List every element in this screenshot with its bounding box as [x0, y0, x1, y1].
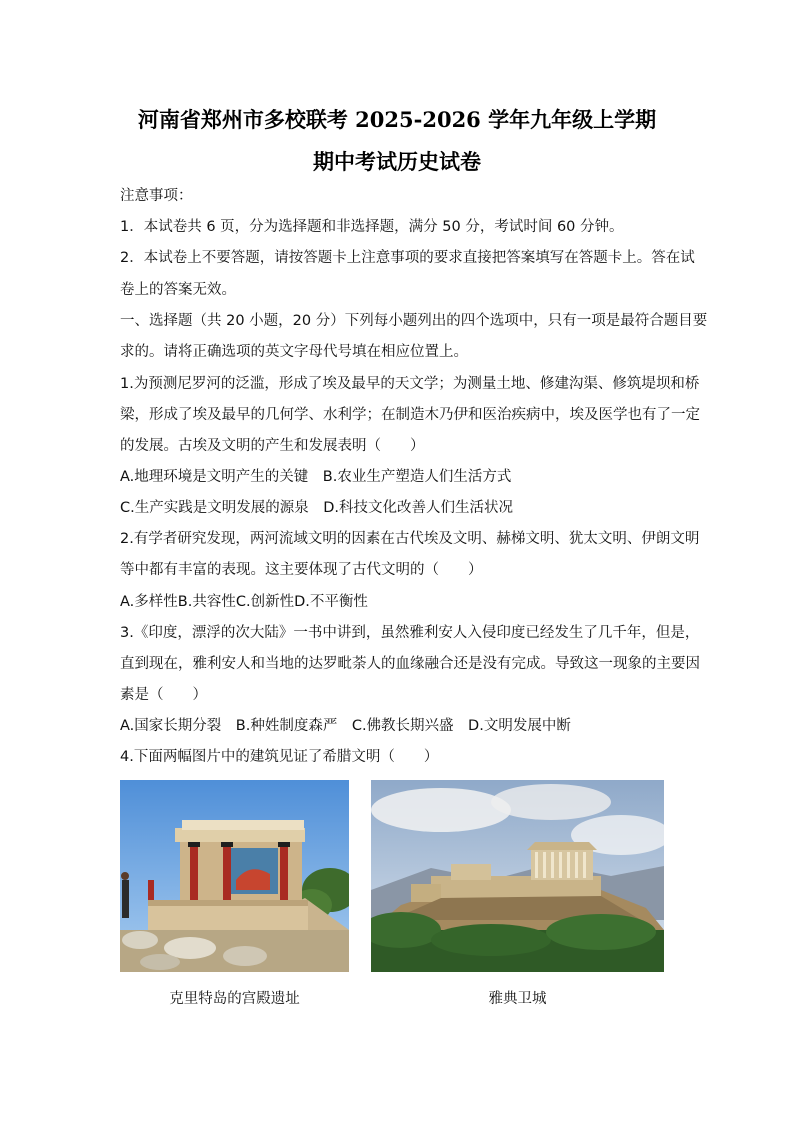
notes-heading: 注意事项： — [120, 188, 193, 204]
question-2-line-a: 2.有学者研究发现，两河流域文明的因素在古代埃及文明、赫梯文明、犹太文明、伊朗文明 — [120, 531, 700, 547]
section-instructions-line-a: 一、选择题（共 20 小题，20 分）下列每小题列出的四个选项中，只有一项是最符合题目要 — [120, 313, 708, 329]
question-2-options: A.多样性B.共容性C.创新性D.不平衡性 — [120, 594, 368, 610]
acropolis-photo — [371, 780, 664, 972]
question-1-options-ab: A.地理环境是文明产生的关键 B.农业生产塑造人们生活方式 — [120, 469, 512, 485]
question-1-line-b: 梁，形成了埃及最早的几何学、水利学；在制造木乃伊和医治疾病中，埃及医学也有了一定 — [120, 407, 700, 423]
question-2-line-b: 等中都有丰富的表现。这主要体现了古代文明的（ ） — [120, 562, 483, 578]
question-3-line-b: 直到现在，雅利安人和当地的达罗毗荼人的血缘融合还是没有完成。导致这一现象的主要因 — [120, 656, 700, 672]
exam-title-line1: 河南省郑州市多校联考 2025-2026 学年九年级上学期 — [137, 107, 657, 132]
question-1-line-a: 1.为预测尼罗河的泛滥，形成了埃及最早的天文学；为测量土地、修建沟渠、修筑堤坝和桥 — [120, 376, 700, 392]
question-1-line-c: 的发展。古埃及文明的产生和发展表明（ ） — [120, 438, 425, 454]
figure-caption-right: 雅典卫城 — [488, 991, 547, 1007]
notes-item-1: 1．本试卷共 6 页，分为选择题和非选择题，满分 50 分，考试时间 60 分钟。 — [120, 219, 624, 235]
question-4-line-a: 4.下面两幅图片中的建筑见证了希腊文明（ ） — [120, 749, 439, 765]
question-3-options: A.国家长期分裂 B.种姓制度森严 C.佛教长期兴盛 D.文明发展中断 — [120, 718, 571, 734]
exam-title-line2: 期中考试历史试卷 — [313, 149, 481, 174]
question-3-line-a: 3.《印度，漂浮的次大陆》一书中讲到，虽然雅利安人入侵印度已经发生了几千年，但是， — [120, 625, 700, 641]
question-3-line-c: 素是（ ） — [120, 687, 207, 703]
section-instructions-line-b: 求的。请将正确选项的英文字母代号填在相应位置上。 — [120, 344, 468, 360]
notes-item-2-line-a: 2．本试卷上不要答题，请按答题卡上注意事项的要求直接把答案填写在答题卡上。答在试 — [120, 250, 695, 266]
question-1-options-cd: C.生产实践是文明发展的源泉 D.科技文化改善人们生活状况 — [120, 500, 514, 516]
knossos-palace-photo — [120, 780, 349, 972]
figure-caption-left: 克里特岛的宫殿遗址 — [169, 991, 300, 1007]
notes-item-2-line-b: 卷上的答案无效。 — [120, 282, 236, 298]
